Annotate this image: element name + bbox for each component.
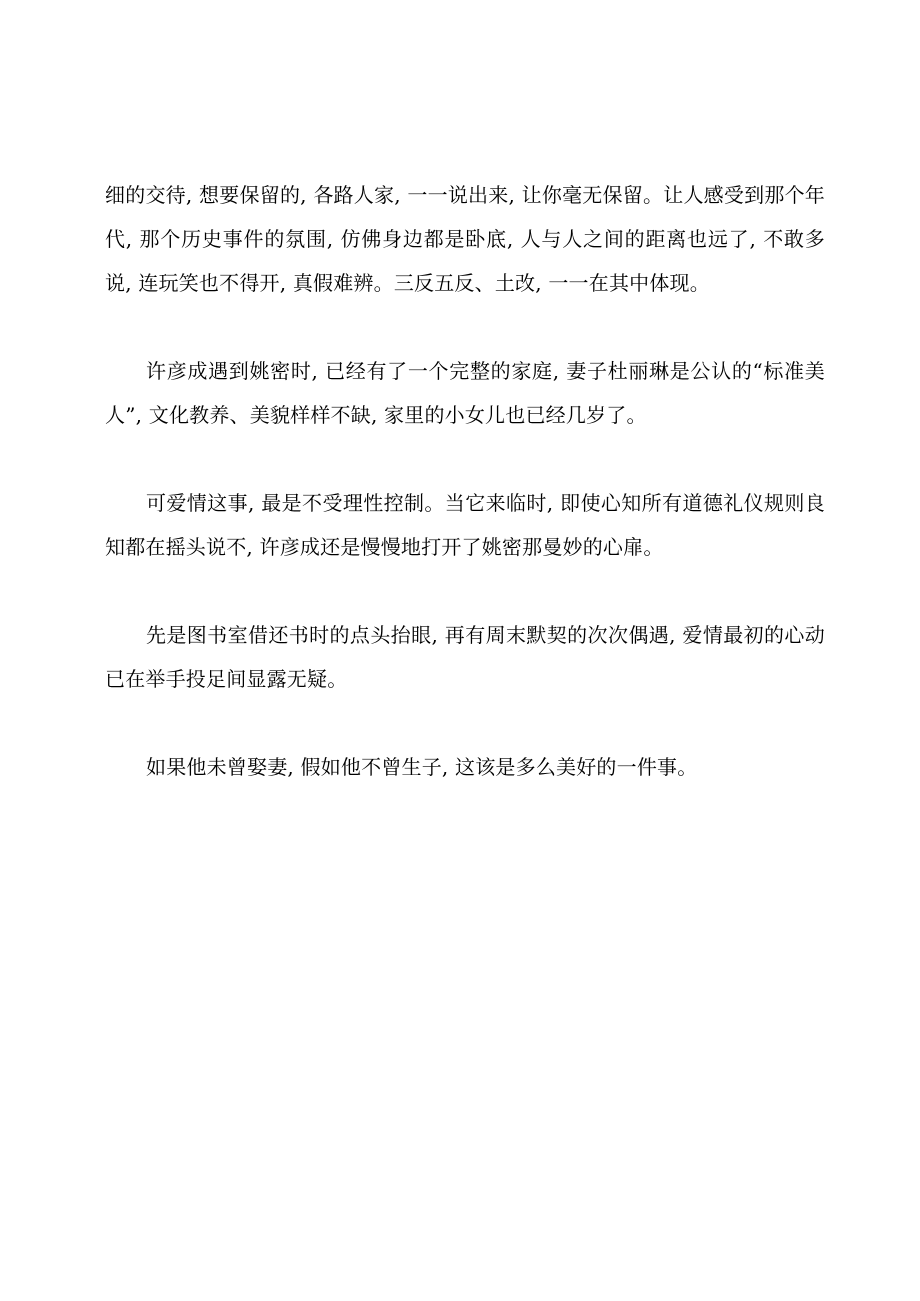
paragraph-3: 可爱情这事, 最是不受理性控制。当它来临时, 即使心知所有道德礼仪规则良知都在摇头说不, 许彦成还是慢慢地打开了姚密那曼妙的心扉。 <box>105 491 825 559</box>
paragraph-4: 先是图书室借还书时的点头抬眼, 再有周末默契的次次偶遇, 爱情最初的心动已在举手投足间显露无疑。 <box>105 623 825 691</box>
paragraph-1: 细的交待, 想要保留的, 各路人家, 一一说出来, 让你毫无保留。让人感受到那个年代, 那个历史事件的氛围, 仿佛身边都是卧底, 人与人之间的距离也远了, 不敢多说, 连玩笑也不得开, 真假难辨。三反五反、土改, 一一在其中体现。 <box>105 183 825 295</box>
paragraph-2: 许彦成遇到姚密时, 已经有了一个完整的家庭, 妻子杜丽琳是公认的“标准美人”, 文化教养、美貌样样不缺, 家里的小女儿也已经几岁了。 <box>105 359 825 427</box>
paragraph-5: 如果他未曾娶妻, 假如他不曾生子, 这该是多么美好的一件事。 <box>146 755 698 779</box>
document-body <box>105 173 825 789</box>
